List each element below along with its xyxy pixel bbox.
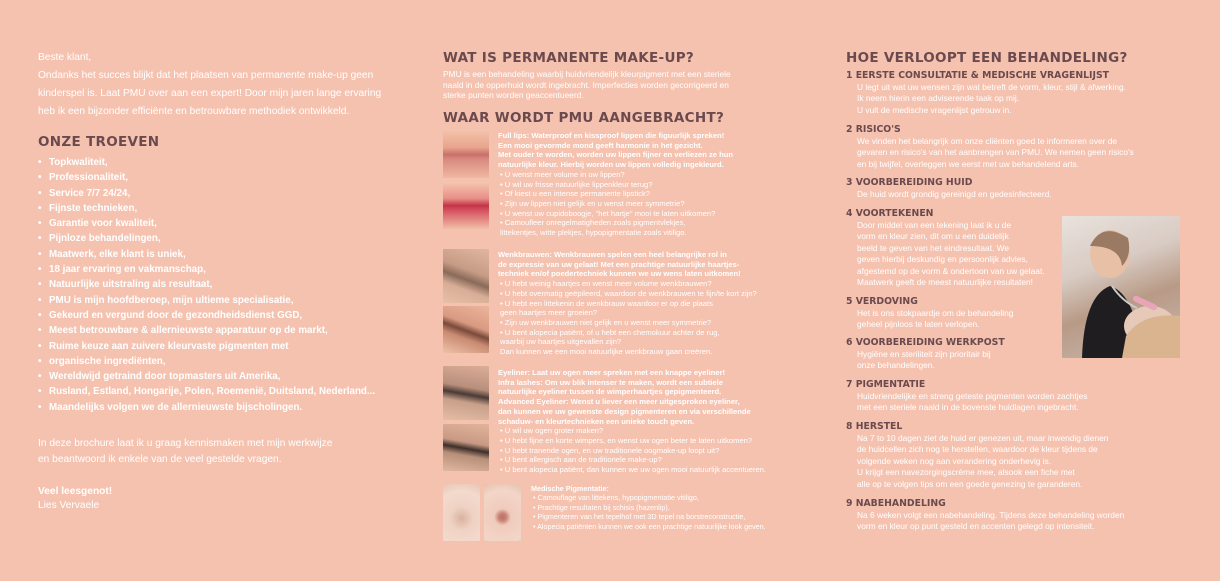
step-title: 4 VOORTEKENEN xyxy=(846,208,934,219)
lips-bold-line: Met ouder te worden, worden uw lippen fijner en verliezen ze hun xyxy=(498,150,734,160)
step-6 xyxy=(846,337,1056,372)
where-heading: WAAR WORDT PMU AANGEBRACHT? xyxy=(443,110,725,126)
step-title: 1 EERSTE CONSULTATIE & MEDISCHE VRAGENLIJST xyxy=(846,70,1110,81)
eyes-bold-line: Eyeliner: Laat uw ogen meer spreken met een knappe eyeliner! xyxy=(498,368,726,377)
step-line: geheel pijnloos te laten verlopen. xyxy=(857,319,980,330)
step-4 xyxy=(846,208,1056,288)
step-line: Huidvriendelijke en streng geteste pigmenten worden zachtjes xyxy=(857,391,1088,401)
step-5 xyxy=(846,296,1056,331)
step-line: Door middel van een tekening laat ik u de xyxy=(857,220,1012,230)
list-item: • Camoufleer onregelmatigheden zoals pigmentvlekjes, xyxy=(500,218,686,228)
list-item: • 18 jaar ervaring en vakmanschap, xyxy=(38,262,398,277)
step-title: 7 PIGMENTATIE xyxy=(846,379,926,390)
step-line: geven hierbij deskundig en persoonlijk advies, xyxy=(857,254,1028,265)
step-title: 3 VOORBEREIDING HUID xyxy=(846,177,973,188)
intro-line: naald in de opperhuid wordt ingebracht. Imperfecties worden gecorrigeerd en xyxy=(443,79,729,90)
list-item: • Alopecia patiënten kunnen we ook een prachtige natuurlijke look geven. xyxy=(533,521,766,531)
lips-bold-line: Een mooi gevormde mond geeft harmonie in het gezicht. xyxy=(498,140,703,150)
step-line: de huidcellen zich nog te herstellen, waardoor de kleur tijdens de xyxy=(857,444,1098,455)
step-line: Na 6 weken volgt een nabehandeling. Tijdens deze behandeling worden xyxy=(857,510,1125,520)
medical-after-photo xyxy=(484,484,521,541)
list-item: • Fijnste technieken, xyxy=(38,201,398,216)
outro-line: en beantwoord ik enkele van de veel gestelde vragen. xyxy=(38,454,282,466)
eyes-bold-line: schaduw- en kleurtechnieken een unieke touch geven. xyxy=(498,416,695,426)
list-item: • Service 7/7 24/24, xyxy=(38,186,398,201)
eyes-bold-line: natuurlijke eyeliner tussen de wimperhaartjes gepigmenteerd. xyxy=(498,387,722,397)
list-item: • U wil uw ogen groter maken? xyxy=(500,426,604,436)
medical-title: Medische Pigmentatie: xyxy=(531,484,609,493)
intro-line: PMU is een behandeling waarbij huidvriendelijk kleurpigment met een steriele xyxy=(443,69,731,79)
list-item: • Pigmenteren van het tepelhof met 3D tepel na borstreconstructie, xyxy=(533,512,746,522)
list-item: • Zijn uw lippen niet gelijk en u wenst meer symmetrie? xyxy=(500,198,685,208)
list-item: • Ruime keuze aan zuivere kleurvaste pigmenten met xyxy=(38,339,398,354)
list-item: • U bent alopecia patiënt, of u hebt een chemokuur achter de rug, xyxy=(500,327,720,337)
signature: Lies Vervaele xyxy=(38,500,100,511)
list-item: • Professionaliteit, xyxy=(38,170,398,185)
outro-paragraph xyxy=(38,437,398,467)
list-item: • Camouflage van littekens, hypopigmentatie vitiligo, xyxy=(533,493,699,503)
brows-bold-line: techniek en/of poedertechniek kunnen we uw wens laten uitkomen! xyxy=(498,269,741,279)
lips-before-photo xyxy=(443,131,489,178)
list-item-continuation xyxy=(38,384,398,399)
lips-text xyxy=(498,131,778,238)
step-line: afgestemd op de vorm & ondertoon van uw gelaat. xyxy=(857,265,1045,276)
step-line: beeld te geven van het eindresultaat. We xyxy=(857,242,1010,253)
continuation-text: Maandelijks volgen we de allernieuwste bijscholingen. xyxy=(49,401,303,413)
intro-line: kinderspel is. Laat PMU over aan een expert! Door mijn jaren lange ervaring xyxy=(38,88,382,100)
intro-paragraph xyxy=(38,69,398,120)
brows-before-photo xyxy=(443,249,489,303)
step-line: Het is ons stokpaardje om de behandeling xyxy=(857,308,1014,318)
intro-line: heb ik een bijzonder efficiënte en betrouwbare methodiek ontwikkeld. xyxy=(38,106,350,118)
list-item: • PMU is mijn hoofdberoep, mijn ultieme specialisatie, xyxy=(38,293,398,308)
list-item-continuation xyxy=(38,354,398,369)
list-item: • Zijn uw wenkbrauwen niet gelijk en u wenst meer symmetrie? xyxy=(500,317,712,327)
step-title: 5 VERDOVING xyxy=(846,296,918,307)
lips-after-photo xyxy=(443,182,489,229)
list-item: • Maatwerk, elke klant is uniek, xyxy=(38,247,398,262)
intro-line: Ondanks het succes blijkt dat het plaatsen van permanente make-up geen xyxy=(38,70,374,81)
intro-line: sterke punten worden geaccentueerd. xyxy=(443,90,584,100)
treatment-photo-illustration xyxy=(1062,216,1180,358)
treatment-heading: HOE VERLOOPT EEN BEHANDELING? xyxy=(846,50,1128,66)
step-line: De huid wordt grondig gereinigd en gedesinfecteerd. xyxy=(857,189,1052,199)
list-item: • U wenst meer volume in uw lippen? xyxy=(500,169,625,179)
step-1 xyxy=(846,70,1191,116)
step-line: vorm en kleur op punt gesteld en accenten gelegd op intensiteit. xyxy=(857,521,1095,532)
step-line: en bij twijfel, overleggen we eerst met uw behandelend arts. xyxy=(857,158,1080,169)
list-item: • Wereldwijd getraind door topmasters uit Amerika, xyxy=(38,369,398,384)
list-item: • Meest betrouwbare & allernieuwste apparatuur op de markt, xyxy=(38,323,398,338)
brows-bold-line: Wenkbrauwen: Wenkbrauwen spelen een heel belangrijke rol in xyxy=(498,250,727,259)
step-line: U vult de medische vragenlijst getrouw in. xyxy=(857,104,1012,115)
list-item: • Garantie voor kwaliteit, xyxy=(38,216,398,231)
step-3 xyxy=(846,177,1191,200)
troeven-list xyxy=(38,155,398,415)
step-line: met een steriele naald in de bovenste huidlagen ingebracht. xyxy=(857,402,1079,413)
list-item: • U hebt weinig haartjes en wenst meer volume wenkbrauwen? xyxy=(500,279,712,289)
brows-after-photo xyxy=(443,306,489,353)
list-item: geen haartjes meer groeien? xyxy=(500,308,598,318)
list-item: • Pijnloze behandelingen, xyxy=(38,231,398,246)
brows-bold-line: de expressie van uw gelaat! Met een prachtige natuurlijke haartjes- xyxy=(498,259,740,269)
step-line: gevaren en risico's van het aanbrengen van PMU. We nemen geen risico's xyxy=(857,147,1134,158)
list-item: littekentjes, witte plekjes, hypopigmentatie zoals vitiligo. xyxy=(500,228,687,238)
pmu-intro xyxy=(443,69,783,101)
eyeliner-text xyxy=(498,368,788,475)
step-line: volgende weken nog aan verandering onderhevig is. xyxy=(857,455,1052,466)
step-line: vorm en kleur zien, dit om u een duidelijk xyxy=(857,231,1009,242)
step-7 xyxy=(846,379,1191,414)
eyeliner-before-photo xyxy=(443,366,489,420)
continuation-text: Rusland, Estland, Hongarije, Polen, Roemenië, Duitsland, Nederland... xyxy=(49,386,376,398)
medical-before-photo xyxy=(443,484,480,541)
list-item: Dan kunnen we een mooi natuurlijke wenkbrauw gaan creëren. xyxy=(500,347,713,357)
step-line: Na 7 to 10 dagen ziet de huid er genezen uit, maar inwendig dienen xyxy=(857,433,1109,443)
greeting: Beste klant, xyxy=(38,52,92,63)
list-item: • U wil uw frisse natuurlijke lippenkleur terug? xyxy=(500,179,653,189)
step-line: Maatwerk geeft de meest natuurlijke resultaten! xyxy=(857,277,1033,288)
list-item: • Natuurlijke uitstraling als resultaat, xyxy=(38,277,398,292)
eyeliner-after-photo xyxy=(443,424,489,471)
list-item: • Prachtige resultaten bij schisis (hazenlip), xyxy=(533,502,670,512)
eyes-bold-line: Advanced Eyeliner: Wenst u liever een meer uitgesproken eyeliner, xyxy=(498,397,740,407)
list-item: • U hebt fijne en korte wimpers, en wenst uw ogen beter te laten uitkomen? xyxy=(500,435,753,445)
brows-text xyxy=(498,250,788,357)
list-item: • U bent alopecia patiënt, dan kunnen we uw ogen mooi natuurlijk accentueren. xyxy=(500,465,767,475)
step-line: U legt uit wat uw wensen zijn wat betreft de vorm, kleur, stijl & afwerking. xyxy=(857,82,1127,92)
list-item: • U wenst uw cupidoboogje, "het hartje" mooi te laten uitkomen? xyxy=(500,208,716,218)
step-line: onze behandelingen. xyxy=(857,360,935,371)
step-line: Hygiëne en steriliteit zijn prioritair bij xyxy=(857,349,991,359)
outro-line: In deze brochure laat ik u graag kennismaken met mijn werkwijze xyxy=(38,438,333,449)
step-title: 6 VOORBEREIDING WERKPOST xyxy=(846,337,1005,348)
step-line: U krijgt een navezorgingscrème mee, alsook een fiche met xyxy=(857,467,1075,478)
eyes-bold-line: Infra lashes: Om uw blik intenser te maken, wordt een subtiele xyxy=(498,377,723,387)
medical-text xyxy=(531,484,791,531)
lips-bold-line: Full lips: Waterproof en kissproof lippen die figuurlijk spreken! xyxy=(498,131,725,140)
step-title: 8 HERSTEL xyxy=(846,421,903,432)
list-item: • U hebt een littekenin de wenkbrauw waardoor er op die plaats xyxy=(500,298,713,308)
list-item-continuation xyxy=(38,400,398,415)
eyes-bold-line: dan kunnen we uw gewenste design pigmenteren en via verschillende xyxy=(498,406,751,416)
step-line: alle op te volgen tips om een goede genezing te garanderen. xyxy=(857,478,1083,489)
step-2 xyxy=(846,124,1191,170)
list-item: • U hebt tranende ogen, en uw traditionele oogmake-up loopt uit? xyxy=(500,445,720,455)
list-item: • Topkwaliteit, xyxy=(38,155,398,170)
treatment-photo xyxy=(1062,216,1180,358)
list-item: • U hebt overmatig geëpileerd, waardoor de wenkbrauwen te fijn/te kort zijn? xyxy=(500,288,757,298)
step-9 xyxy=(846,498,1191,533)
list-item: • U bent allergisch aan de traditionele make-up? xyxy=(500,455,662,465)
list-item: • Gekeurd en vergund door de gezondheidsdienst GGD, xyxy=(38,308,398,323)
closing: Veel leesgenot! xyxy=(38,486,113,497)
continuation-text: organische ingrediënten, xyxy=(49,355,166,367)
step-line: Ik neem hierin een adviserende taak op mij. xyxy=(857,93,1020,104)
troeven-heading: ONZE TROEVEN xyxy=(38,134,160,150)
list-item: waarbij uw haartjes uitgevallen zijn? xyxy=(500,337,622,347)
step-title: 2 RISICO'S xyxy=(846,124,901,135)
step-title: 9 NABEHANDELING xyxy=(846,498,946,509)
lips-bold-line: natuurlijke kleur. Hierbij worden uw lippen volledig ingekleurd. xyxy=(498,160,724,170)
list-item: • Of kiest u een intense permanente lipstick? xyxy=(500,189,650,199)
pmu-heading: WAT IS PERMANENTE MAKE-UP? xyxy=(443,50,695,66)
step-8 xyxy=(846,421,1191,490)
step-line: We vinden het belangrijk om onze cliënten goed te informeren over de xyxy=(857,136,1118,146)
